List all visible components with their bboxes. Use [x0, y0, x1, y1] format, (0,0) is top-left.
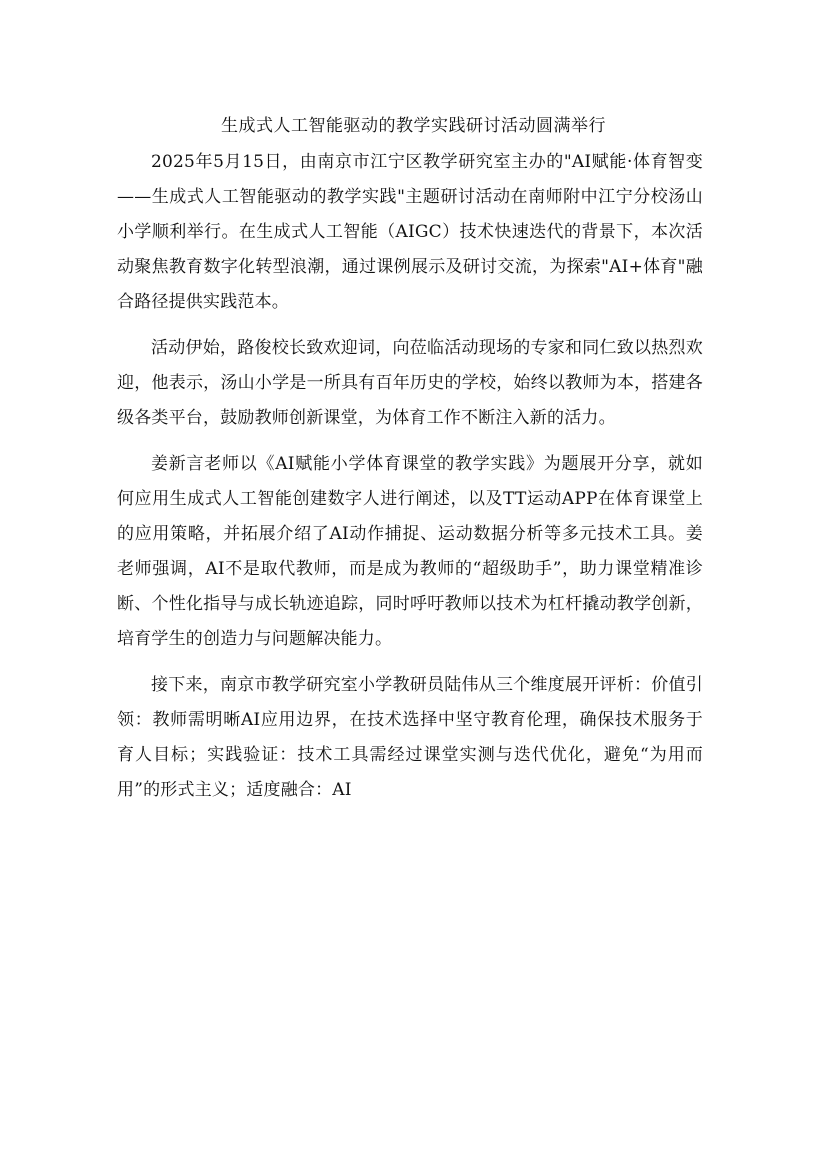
paragraph-intro: 2025年5月15日，由南京市江宁区教学研究室主办的"AI赋能·体育智变——生成式人工智能驱动的教学实践"主题研讨活动在南师附中江宁分校汤山小学顺利举行。在生成式人工智能（AIGC）技术快速迭代的背景下，本次活动聚焦教育数字化转型浪潮，通过课例展示及研讨交流，为探索"AI+体育"融合路径提供实践范本。: [117, 152, 703, 312]
document-body: [117, 145, 703, 819]
paragraph-welcome: 活动伊始，路俊校长致欢迎词，向莅临活动现场的专家和同仁致以热烈欢迎，他表示，汤山小学是一所具有百年历史的学校，始终以教师为本，搭建各级各类平台，鼓励教师创新课堂，为体育工作不断注入新的活力。: [117, 338, 703, 428]
paragraph-sharing: 姜新言老师以《AI赋能小学体育课堂的教学实践》为题展开分享，就如何应用生成式人工智能创建数字人进行阐述，以及TT运动APP在体育课堂上的应用策略，并拓展介绍了AI动作捕捉、运动数据分析等多元技术工具。姜老师强调，AI不是取代教师，而是成为教师的“超级助手”，助力课堂精准诊断、个性化指导与成长轨迹追踪，同时呼吁教师以技术为杠杆撬动教学创新，培育学生的创造力与问题解决能力。: [117, 454, 703, 649]
paragraph-review: 接下来，南京市教学研究室小学教研员陆伟从三个维度展开评析：价值引领：教师需明晰AI应用边界，在技术选择中坚守教育伦理，确保技术服务于育人目标；实践验证：技术工具需经过课堂实测与迭代优化，避免“为用而用”的形式主义；适度融合：AI: [117, 675, 703, 800]
document-title: 生成式人工智能驱动的教学实践研讨活动圆满举行: [221, 116, 606, 136]
